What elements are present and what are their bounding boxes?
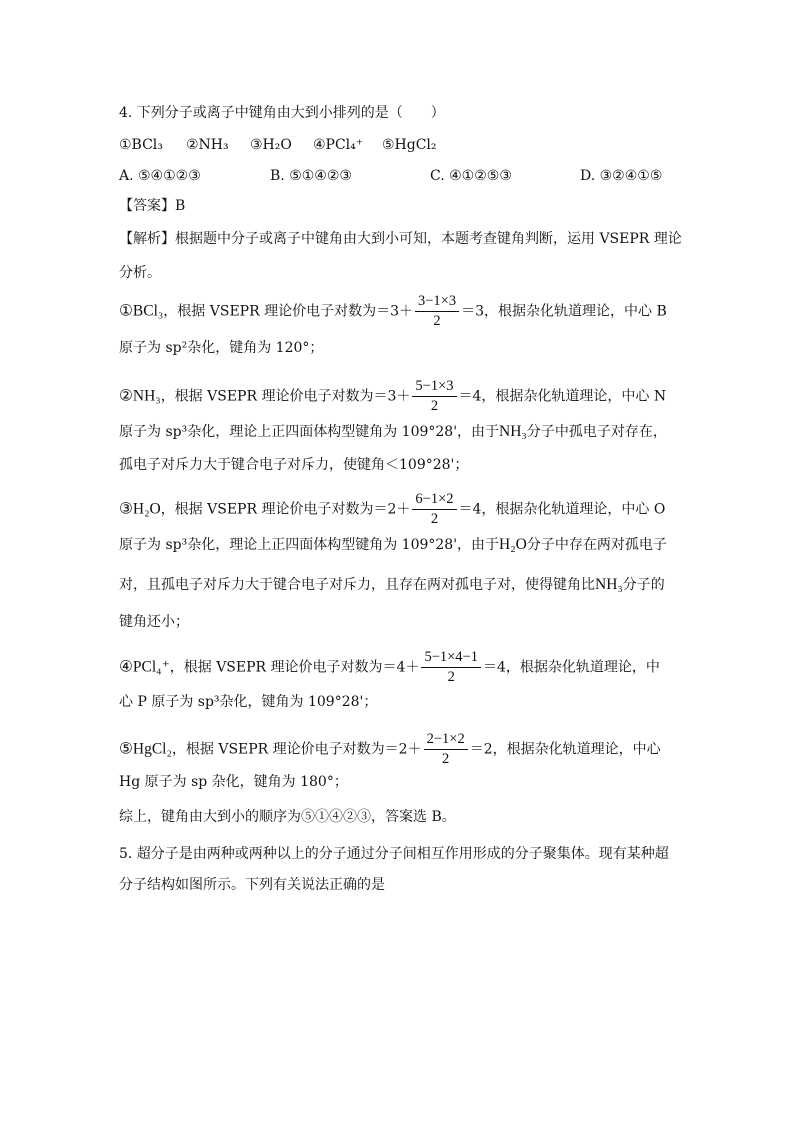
q4-analysis-line-2: 分析。 xyxy=(119,265,161,281)
q4-option-a: A. ⑤④①②③ xyxy=(119,168,201,184)
h2o-line-3b: 分子的 xyxy=(622,577,665,593)
q4-species-2: ②NH₃ xyxy=(186,137,229,153)
h2o-line-3a: 对，且孤电子对斥力大于键合电子对斥力，且存在两对孤电子对，使得键角比 xyxy=(119,577,595,593)
nh3-numerator: 5−1×3 xyxy=(412,377,456,397)
bcl3-denominator: 2 xyxy=(433,313,441,329)
analysis-label: 【解析】 xyxy=(119,231,175,247)
bcl3-fraction xyxy=(415,292,459,331)
pcl4-line-2: 心 P 原子为 sp³杂化，键角为 109°28'； xyxy=(119,694,378,710)
pcl4-post: ＝4，根据杂化轨道理论，中 xyxy=(483,659,660,676)
nh3-formula: ②NH₃ xyxy=(119,387,161,405)
pcl4-numerator: 5−1×4−1 xyxy=(421,648,481,668)
hgcl2-fraction xyxy=(424,730,468,769)
q4-answer xyxy=(119,197,185,215)
hgcl2-post: ＝2，根据杂化轨道理论，中心 xyxy=(469,741,661,758)
pcl4-formula: ④PCl₄⁺ xyxy=(119,658,170,676)
h2o-pre: ，根据 VSEPR 理论价电子对数为＝2＋ xyxy=(160,501,411,518)
bcl3-formula: ①BCl₃ xyxy=(119,302,164,320)
hgcl2-numerator: 2−1×2 xyxy=(424,730,468,750)
h2o-line-2 xyxy=(119,536,667,554)
h2o-formula: ③H₂O xyxy=(119,500,161,518)
bcl3-pre: ，根据 VSEPR 理论价电子对数为＝3＋ xyxy=(163,303,413,320)
h2o-line-3 xyxy=(119,576,665,594)
answer-value: B xyxy=(175,198,186,214)
h2o-inline-nh3: NH₃ xyxy=(595,576,623,593)
hgcl2-formula: ⑤HgCl₂ xyxy=(119,740,172,758)
h2o-line-1 xyxy=(119,490,665,529)
nh3-denominator: 2 xyxy=(430,398,439,414)
h2o-denominator: 2 xyxy=(430,511,439,527)
h2o-line-2a: 原子为 sp³杂化，理论上正四面体构型键角为 109°28'，由于 xyxy=(119,537,500,553)
nh3-inline-formula: NH₃ xyxy=(499,423,527,440)
h2o-post: ＝4，根据杂化轨道理论，中心 O xyxy=(458,501,666,518)
q5-stem-line-2: 分子结构如图所示。下列有关说法正确的是 xyxy=(119,877,385,893)
q4-option-c: C. ④①②⑤③ xyxy=(430,168,512,184)
q4-stem: 4. 下列分子或离子中键角由大到小排列的是（ ） xyxy=(119,105,445,121)
pcl4-line-1 xyxy=(119,648,660,687)
nh3-pre: ，根据 VSEPR 理论价电子对数为＝3＋ xyxy=(160,388,411,405)
q5-stem-line-1: 5. 超分子是由两种或两种以上的分子通过分子间相互作用形成的分子聚集体。现有某种超 xyxy=(119,846,669,862)
nh3-fraction xyxy=(412,377,456,416)
hgcl2-line-2: Hg 原子为 sp 杂化，键角为 180°； xyxy=(119,774,348,790)
h2o-numerator: 6−1×2 xyxy=(412,490,456,510)
q4-species-4: ④PCl₄⁺ xyxy=(313,137,364,153)
q4-species-5: ⑤HgCl₂ xyxy=(382,137,437,153)
pcl4-denominator: 2 xyxy=(447,669,455,685)
h2o-line-4: 键角还小； xyxy=(119,614,189,630)
hgcl2-line-1 xyxy=(119,730,661,769)
q4-option-d: D. ③②④①⑤ xyxy=(580,168,663,184)
bcl3-post: ＝3，根据杂化轨道理论，中心 B xyxy=(461,303,667,320)
nh3-line-2 xyxy=(119,423,667,441)
nh3-line-1 xyxy=(119,377,666,416)
q4-analysis-line-1 xyxy=(119,230,682,248)
h2o-fraction xyxy=(412,490,456,529)
pcl4-pre: ，根据 VSEPR 理论价电子对数为＝4＋ xyxy=(169,659,420,676)
h2o-inline-formula: H₂O xyxy=(499,536,527,553)
q4-summary: 综上，键角由大到小的顺序为⑤①④②③，答案选 B。 xyxy=(119,809,456,825)
nh3-line-2b: 分子中孤电子对存在， xyxy=(526,424,667,440)
bcl3-line-2: 原子为 sp²杂化，键角为 120°； xyxy=(119,340,324,356)
pcl4-fraction xyxy=(421,648,481,687)
answer-label: 【答案】 xyxy=(119,198,175,214)
analysis-text-1: 根据题中分子或离子中键角由大到小可知，本题考查键角判断，运用 VSEPR 理论 xyxy=(175,231,682,247)
q4-species-3: ③H₂O xyxy=(250,137,292,153)
bcl3-numerator: 3−1×3 xyxy=(415,292,459,312)
bcl3-line-1 xyxy=(119,292,667,331)
q4-option-b: B. ⑤①④②③ xyxy=(270,168,352,184)
hgcl2-pre: ，根据 VSEPR 理论价电子对数为＝2＋ xyxy=(171,741,422,758)
nh3-line-2a: 原子为 sp³杂化，理论上正四面体构型键角为 109°28'，由于 xyxy=(119,424,500,440)
nh3-line-3: 孤电子对斥力大于键合电子对斥力，使键角＜109°28'； xyxy=(119,457,469,473)
h2o-line-2b: 分子中存在两对孤电子 xyxy=(526,537,667,553)
hgcl2-denominator: 2 xyxy=(442,751,450,767)
q4-species-1: ①BCl₃ xyxy=(119,137,163,153)
nh3-post: ＝4，根据杂化轨道理论，中心 N xyxy=(458,388,667,405)
